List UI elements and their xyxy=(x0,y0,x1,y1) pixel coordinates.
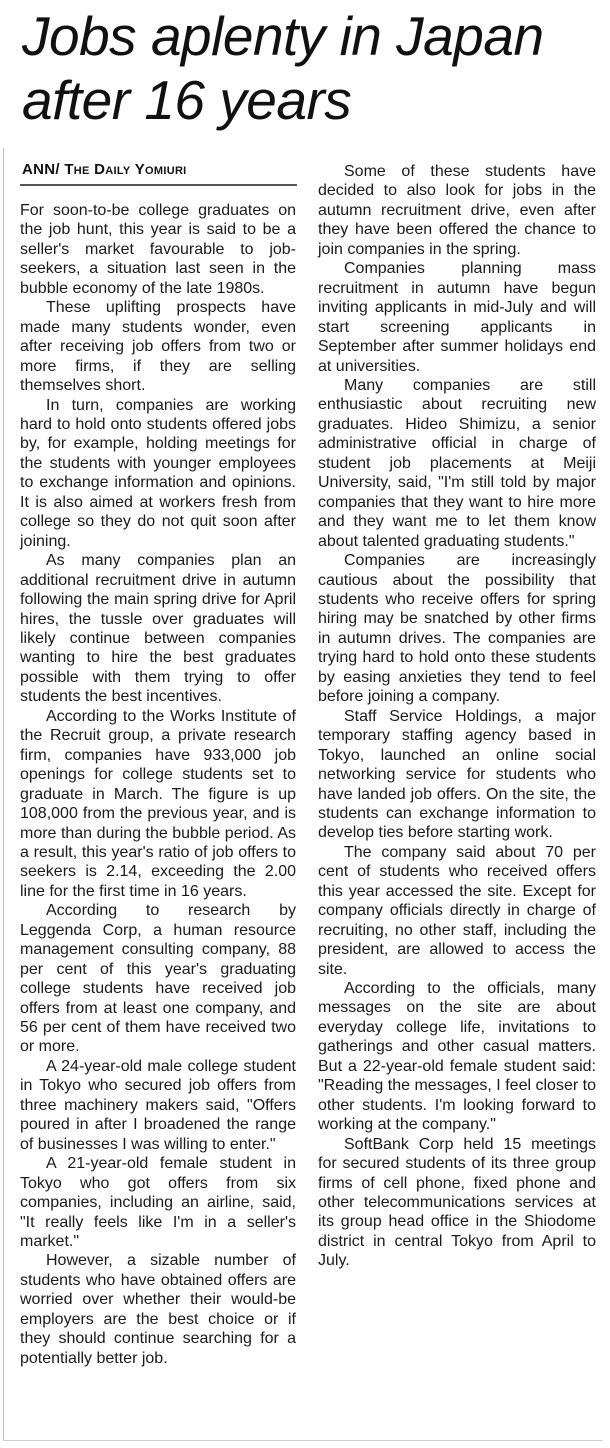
article-paragraph: Many companies are still enthusiastic about recruiting new graduates. Hideo Shimizu, a senior administrative official in charge of student job placements at Meiji University, said, "I'm still told by major companies that they want to hire more and they want me to let them know about talented graduating students." xyxy=(318,376,596,550)
article-paragraph: A 21-year-old female student in Tokyo who got offers from six companies, including an airline, said, "It really feels like I'm in a seller's market." xyxy=(20,1155,296,1251)
article-paragraph: The company said about 70 per cent of students who received offers this year accessed the site. Except for company officials directly in charge of recruiting, no other staff, including the president, are allowed to access the site. xyxy=(318,843,596,978)
byline-rule xyxy=(20,184,297,186)
article-column-right xyxy=(318,162,596,1271)
article-paragraph: However, a sizable number of students who have obtained offers are worried over whether their would-be employers are the best choice or if they should continue searching for a potentially better job. xyxy=(20,1252,296,1367)
article-byline: ANN/ The Daily Yomiuri xyxy=(22,161,187,178)
article-headline: Jobs aplenty in Japan after 16 years xyxy=(22,5,544,131)
article-paragraph: Companies planning mass recruitment in autumn have begun inviting applicants in mid-July and will start screening applicants in September after summer holidays end at universities. xyxy=(318,260,596,375)
article-paragraph: For soon-to-be college graduates on the job hunt, this year is said to be a seller's market favourable to job-seekers, a situation last seen in the bubble economy of the late 1980s. xyxy=(20,202,296,297)
article-paragraph: These uplifting prospects have made many students wonder, even after receiving job offers from two or more firms, if they are selling themselves short. xyxy=(20,299,296,395)
bottom-border-rule xyxy=(3,1440,603,1441)
article-paragraph: Some of these students have decided to also look for jobs in the autumn recruitment drive, even after they have been offered the chance to join companies in the spring. xyxy=(318,163,596,258)
article-paragraph: In turn, companies are working hard to hold onto students offered jobs by, for example, holding meetings for the students with younger employees to exchange information and opinions. It is also aimed at workers fresh from college so they do not quit soon after joining. xyxy=(20,396,296,550)
article-paragraph: Staff Service Holdings, a major temporary staffing agency based in Tokyo, launched an online social networking service for students who have landed job offers. On the site, the students can exchange information to develop ties before starting work. xyxy=(318,707,596,842)
article-column-left xyxy=(20,201,296,1368)
article-paragraph: SoftBank Corp held 15 meetings for secured students of its three group firms of cell phone, fixed phone and other telecommunications services at its group head office in the Shiodome district in central Tokyo from April to July. xyxy=(318,1135,596,1270)
article-paragraph: As many companies plan an additional recruitment drive in autumn following the main spring drive for April hires, the tussle over graduates will likely continue between companies wanting to hire the best graduates possible with them trying to offer students the best incentives. xyxy=(20,552,296,706)
left-border-rule xyxy=(3,148,4,1440)
article-paragraph: A 24-year-old male college student in Tokyo who secured job offers from three machinery makers said, "Offers poured in after I broadened the range of businesses I was willing to enter." xyxy=(20,1057,296,1153)
article-paragraph: Companies are increasingly cautious about the possibility that students who receive offers for spring hiring may be snatched by other firms in autumn drives. The companies are trying hard to hold onto these students by easing anxieties they tend to feel before joining a company. xyxy=(318,552,596,706)
article-paragraph: According to the Works Institute of the Recruit group, a private research firm, companies have 933,000 job openings for college students set to graduate in March. The figure is up 108,000 from the previous year, and is more than during the bubble period. As a result, this year's ratio of job offers to seekers is 2.14, exceeding the 2.00 line for the first time in 16 years. xyxy=(20,707,296,900)
article-paragraph: According to the officials, many messages on the site are about everyday college life, invitations to gatherings and other casual matters. But a 22-year-old female student said: "Reading the messages, I feel closer to other students. I'm looking forward to working at the company." xyxy=(318,980,596,1134)
article-paragraph: According to research by Leggenda Corp, a human resource management consulting company, 88 per cent of this year's graduating college students have received job offers from at least one company, and 56 per cent of them have received two or more. xyxy=(20,902,296,1056)
